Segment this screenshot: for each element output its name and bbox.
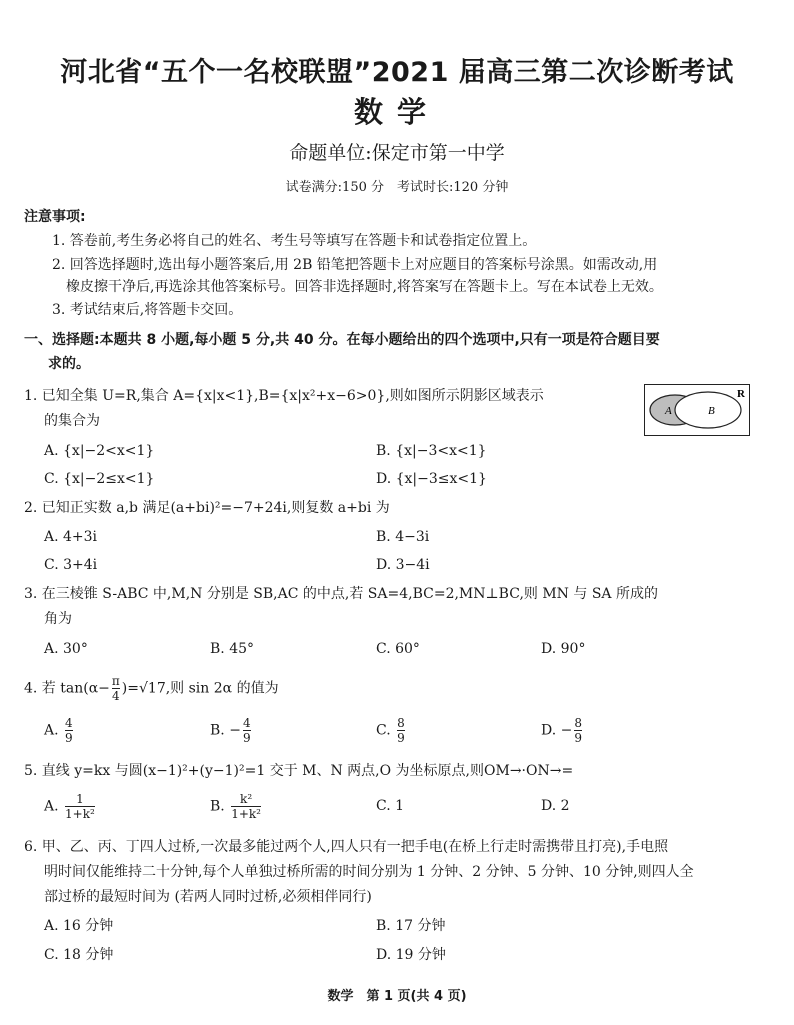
q6-option-b: B. 17 分钟: [376, 918, 446, 934]
notice-item: 3. 考试结束后,将答题卡交回。: [52, 302, 243, 318]
question-2-stem: 2. 已知正实数 a,b 满足(a+bi)²=−7+24i,则复数 a+bi 为: [24, 500, 390, 516]
option-label: B.: [210, 722, 225, 739]
option-fraction: [65, 716, 73, 745]
notice-item: 2. 回答选择题时,选出每小题答案后,用 2B 铅笔把答题卡上对应题目的答案标号涂黑。如需改动,用: [52, 257, 658, 273]
option-label: D.: [541, 798, 557, 814]
q4-option-a: [44, 716, 75, 745]
q1-option-a: A. {x|−2<x<1}: [44, 443, 155, 459]
q3-option-d: D. 90°: [541, 641, 586, 657]
q4-frac-den: 4: [112, 689, 120, 703]
question-1-stem: 1. 已知全集 U=R,集合 A={x|x<1},B={x|x²+x−6>0},则如图所示阴影区域表示: [24, 388, 544, 404]
q3-option-b: B. 45°: [210, 641, 255, 657]
q5-option-b: [210, 792, 263, 821]
notice-item: 1. 答卷前,考生务必将自己的姓名、考生号等填写在答题卡和试卷指定位置上。: [52, 233, 537, 249]
option-fraction: [243, 716, 251, 745]
option-fraction: [231, 792, 261, 821]
q5-option-c: [376, 796, 404, 816]
option-sign: −: [560, 722, 573, 739]
frac-den: 1+k²: [65, 807, 95, 821]
q2-option-b: B. 4−3i: [376, 529, 430, 545]
option-label: D.: [541, 722, 557, 739]
q4-option-d: [541, 716, 584, 745]
frac-num: 1: [76, 792, 84, 806]
q4-option-c: [376, 716, 407, 745]
option-text: 2: [560, 798, 570, 814]
q1-option-b: B. {x|−3<x<1}: [376, 443, 487, 459]
q5-option-d: [541, 796, 570, 816]
option-sign: −: [229, 722, 241, 739]
q6-option-d: D. 19 分钟: [376, 947, 446, 963]
frac-den: 9: [242, 731, 251, 745]
option-label: A.: [44, 798, 59, 815]
notice-heading: 注意事项:: [24, 209, 86, 225]
subject-title: 数学: [353, 95, 440, 129]
option-fraction: [397, 716, 405, 745]
q4-fraction: [112, 674, 120, 703]
question-5-stem: 5. 直线 y=kx 与圆(x−1)²+(y−1)²=1 交于 M、N 两点,O 为坐标原点,则OM→·ON→=: [24, 763, 574, 779]
frac-den: 9: [65, 731, 73, 745]
question-1-stem-cont: 的集合为: [44, 413, 100, 429]
question-3-stem: 3. 在三棱锥 S-ABC 中,M,N 分别是 SB,AC 的中点,若 SA=4,BC=2,MN⊥BC,则 MN 与 SA 所成的: [24, 586, 658, 602]
option-label: B.: [210, 798, 225, 815]
question-3-stem-cont: 角为: [44, 611, 72, 627]
set-a-label: A: [665, 405, 672, 417]
option-text: 1: [395, 798, 405, 814]
question-6-stem: 6. 甲、乙、丙、丁四人过桥,一次最多能过两个人,四人只有一把手电(在桥上行走时需携带且打亮),手电照: [24, 839, 669, 855]
option-fraction: [574, 716, 582, 745]
frac-num: 8: [574, 716, 583, 730]
question-4-stem: [24, 674, 279, 703]
q1-option-d: D. {x|−3≤x<1}: [376, 471, 487, 487]
frac-num: 4: [65, 716, 73, 730]
venn-svg: [645, 385, 749, 435]
frac-num: 8: [397, 716, 405, 730]
frac-den: 9: [397, 731, 405, 745]
question-6-stem-cont: 明时间仅能维持二十分钟,每个人单独过桥所需的时间分别为 1 分钟、2 分钟、5 分钟、10 分钟,则四人全: [44, 864, 694, 880]
venn-diagram: [644, 384, 750, 436]
question-6-stem-cont: 部过桥的最短时间为 (若两人同时过桥,必须相伴同行): [44, 889, 372, 905]
exam-info: 试卷满分:150 分 考试时长:120 分钟: [285, 180, 509, 195]
frac-num: k²: [240, 792, 253, 806]
option-label: C.: [376, 798, 391, 814]
frac-den: 9: [574, 731, 583, 745]
q6-option-c: C. 18 分钟: [44, 947, 114, 963]
q3-option-c: C. 60°: [376, 641, 420, 657]
q4-option-b: [210, 716, 253, 745]
frac-den: 1+k²: [231, 807, 261, 821]
q2-option-d: D. 3−4i: [376, 557, 430, 573]
option-label: C.: [376, 722, 391, 739]
q4-frac-num: π: [111, 674, 120, 688]
q3-option-a: A. 30°: [44, 641, 88, 657]
q4-prefix: 4. 若 tan(α−: [24, 680, 110, 697]
set-b-label: B: [708, 405, 715, 417]
q2-option-a: A. 4+3i: [44, 529, 98, 545]
frac-num: 4: [242, 716, 251, 730]
exam-title: 河北省“五个一名校联盟”2021 届高三第二次诊断考试: [60, 57, 734, 88]
notice-item: 橡皮擦干净后,再选涂其他答案标号。回答非选择题时,将答案写在答题卡上。写在本试卷上无效。: [66, 279, 663, 295]
q6-option-a: A. 16 分钟: [44, 918, 114, 934]
q5-option-a: [44, 792, 97, 821]
section-heading-cont: 求的。: [48, 356, 90, 372]
option-fraction: [65, 792, 95, 821]
q2-option-c: C. 3+4i: [44, 557, 98, 573]
page-footer: 数学 第 1 页(共 4 页): [327, 989, 467, 1004]
section-heading: 一、选择题:本题共 8 小题,每小题 5 分,共 40 分。在每小题给出的四个选项中,只有一项是符合题目要: [24, 332, 660, 348]
author-unit: 命题单位:保定市第一中学: [289, 142, 505, 164]
q1-option-c: C. {x|−2≤x<1}: [44, 471, 155, 487]
option-label: A.: [44, 722, 59, 739]
q4-suffix: )=√17,则 sin 2α 的值为: [121, 680, 279, 697]
universe-label: R: [737, 388, 745, 400]
